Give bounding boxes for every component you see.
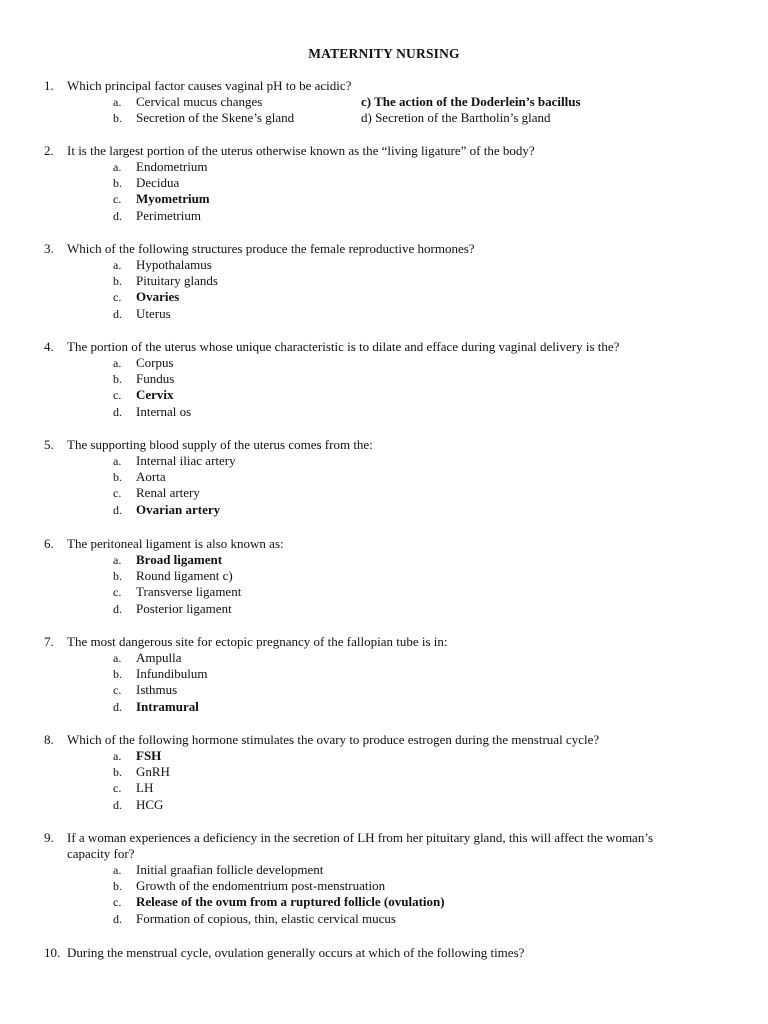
question-10 bbox=[44, 945, 724, 961]
option-letter: d. bbox=[113, 502, 122, 517]
option-letter: d. bbox=[113, 797, 122, 812]
question-number: 1. bbox=[44, 78, 54, 93]
option-text: Hypothalamus bbox=[136, 257, 212, 272]
option-letter: b. bbox=[113, 765, 122, 780]
question-number: 8. bbox=[44, 732, 54, 747]
option-text: Decidua bbox=[136, 175, 180, 191]
question-7 bbox=[44, 634, 724, 715]
option-text: Cervical mucus changes bbox=[136, 94, 263, 109]
question-1 bbox=[44, 78, 724, 126]
option-item bbox=[113, 764, 724, 780]
option-item bbox=[113, 289, 724, 305]
option-item bbox=[113, 355, 724, 371]
option-text: Perimetrium bbox=[136, 207, 201, 223]
option-text-answer: Release of the ovum from a ruptured follicle (ovulation) bbox=[136, 894, 445, 910]
option-letter: b. bbox=[113, 274, 122, 289]
option-item bbox=[113, 159, 724, 175]
option-letter: a. bbox=[113, 553, 122, 567]
option-letter: b. bbox=[113, 667, 122, 682]
option-letter: a. bbox=[113, 95, 122, 109]
question-text: During the menstrual cycle, ovulation generally occurs at which of the following times? bbox=[67, 945, 525, 960]
option-text: Ampulla bbox=[136, 650, 182, 665]
option-item bbox=[113, 862, 724, 878]
option-item bbox=[113, 601, 724, 617]
option-text: d) Secretion of the Bartholin’s gland bbox=[361, 110, 551, 126]
option-letter: a. bbox=[113, 651, 122, 665]
option-text: Growth of the endomentrium post-menstruation bbox=[136, 878, 386, 894]
option-text-answer: Ovaries bbox=[136, 289, 180, 305]
option-item bbox=[113, 387, 724, 403]
question-4 bbox=[44, 339, 724, 420]
option-item bbox=[113, 878, 724, 894]
option-text: Endometrium bbox=[136, 159, 208, 174]
option-item bbox=[113, 699, 724, 715]
question-number: 2. bbox=[44, 143, 54, 158]
page-title: MATERNITY NURSING bbox=[308, 46, 460, 61]
question-text: Which principal factor causes vaginal pH to be acidic? bbox=[67, 78, 352, 93]
option-text-answer: Ovarian artery bbox=[136, 501, 221, 517]
option-text: Isthmus bbox=[136, 682, 178, 698]
option-item bbox=[113, 568, 724, 584]
option-item bbox=[113, 306, 724, 322]
option-letter: c. bbox=[113, 388, 122, 403]
option-item bbox=[113, 584, 724, 600]
option-item bbox=[113, 797, 724, 813]
question-3 bbox=[44, 241, 724, 322]
option-text: Renal artery bbox=[136, 485, 200, 501]
question-text: Which of the following hormone stimulates the ovary to produce estrogen during the menstrual cycle? bbox=[67, 732, 600, 747]
question-number: 6. bbox=[44, 536, 54, 551]
option-item bbox=[113, 208, 724, 224]
question-text: It is the largest portion of the uterus otherwise known as the “living ligature” of the body? bbox=[67, 143, 535, 158]
question-text: Which of the following structures produce the female reproductive hormones? bbox=[67, 241, 475, 256]
option-letter: d. bbox=[113, 601, 122, 616]
option-text-answer: c) The action of the Doderlein’s bacillus bbox=[361, 94, 581, 109]
question-text: The peritoneal ligament is also known as: bbox=[67, 536, 284, 551]
question-text: The most dangerous site for ectopic pregnancy of the fallopian tube is in: bbox=[67, 634, 448, 649]
option-text: Posterior ligament bbox=[136, 600, 232, 616]
option-letter: b. bbox=[113, 372, 122, 387]
question-5 bbox=[44, 437, 724, 518]
option-item bbox=[113, 502, 724, 518]
option-text: Pituitary glands bbox=[136, 273, 218, 289]
option-letter: d. bbox=[113, 306, 122, 321]
question-text: If a woman experiences a deficiency in the secretion of LH from her pituitary gland, this will affect the woman’s bbox=[67, 830, 653, 845]
option-item bbox=[113, 175, 724, 191]
option-item bbox=[113, 780, 724, 796]
option-text: Transverse ligament bbox=[136, 584, 242, 600]
question-text: The supporting blood supply of the uterus comes from the: bbox=[67, 437, 373, 452]
option-item bbox=[113, 485, 724, 501]
option-letter: c. bbox=[113, 683, 122, 698]
option-letter: b. bbox=[113, 569, 122, 584]
option-item bbox=[113, 552, 724, 568]
option-text: HCG bbox=[136, 796, 164, 812]
option-item bbox=[113, 371, 724, 387]
option-letter: c. bbox=[113, 486, 122, 501]
question-8 bbox=[44, 732, 724, 813]
option-letter: a. bbox=[113, 454, 122, 468]
option-text-answer: FSH bbox=[136, 748, 162, 763]
question-number: 5. bbox=[44, 437, 54, 452]
option-text: Corpus bbox=[136, 355, 174, 370]
option-text: Secretion of the Skene’s gland bbox=[136, 110, 295, 126]
option-row bbox=[113, 110, 724, 126]
option-letter: a. bbox=[113, 356, 122, 370]
option-text: Initial graafian follicle development bbox=[136, 862, 324, 877]
question-text-continued: capacity for? bbox=[67, 846, 135, 861]
option-letter: c. bbox=[113, 895, 122, 910]
option-item bbox=[113, 682, 724, 698]
option-letter: d. bbox=[113, 208, 122, 223]
option-item bbox=[113, 666, 724, 682]
option-text: Fundus bbox=[136, 371, 175, 387]
option-text: Internal iliac artery bbox=[136, 453, 236, 468]
option-text: Round ligament c) bbox=[136, 568, 233, 584]
option-letter: a. bbox=[113, 160, 122, 174]
option-letter: b. bbox=[113, 879, 122, 894]
question-number: 4. bbox=[44, 339, 54, 354]
option-item bbox=[113, 911, 724, 927]
question-number: 10. bbox=[44, 945, 61, 960]
option-letter: a. bbox=[113, 258, 122, 272]
option-item bbox=[113, 273, 724, 289]
question-6 bbox=[44, 536, 724, 617]
option-text-answer: Cervix bbox=[136, 387, 174, 403]
option-item bbox=[113, 650, 724, 666]
option-letter: b. bbox=[113, 470, 122, 485]
option-text: Internal os bbox=[136, 403, 192, 419]
option-letter: c. bbox=[113, 585, 122, 600]
question-2 bbox=[44, 143, 724, 224]
question-text: The portion of the uterus whose unique characteristic is to dilate and efface during vaginal delivery is the? bbox=[67, 339, 620, 354]
option-letter: c. bbox=[113, 192, 122, 207]
option-text: Uterus bbox=[136, 305, 171, 321]
option-item bbox=[113, 748, 724, 764]
option-item bbox=[113, 404, 724, 420]
option-item bbox=[113, 469, 724, 485]
option-row bbox=[113, 94, 724, 110]
option-text: LH bbox=[136, 780, 154, 796]
option-letter: d. bbox=[113, 404, 122, 419]
option-item bbox=[113, 257, 724, 273]
option-letter: b. bbox=[113, 111, 122, 126]
option-text-answer: Intramural bbox=[136, 698, 199, 714]
option-text-answer: Broad ligament bbox=[136, 552, 223, 567]
question-number: 9. bbox=[44, 830, 54, 845]
option-text-answer: Myometrium bbox=[136, 191, 210, 207]
option-text: GnRH bbox=[136, 764, 170, 780]
question-9 bbox=[44, 830, 724, 927]
option-item bbox=[113, 894, 724, 910]
question-number: 3. bbox=[44, 241, 54, 256]
option-letter: c. bbox=[113, 290, 122, 305]
question-number: 7. bbox=[44, 634, 54, 649]
option-letter: d. bbox=[113, 699, 122, 714]
option-letter: a. bbox=[113, 863, 122, 877]
option-item bbox=[113, 191, 724, 207]
option-letter: a. bbox=[113, 749, 122, 763]
option-text: Formation of copious, thin, elastic cervical mucus bbox=[136, 910, 396, 926]
option-text: Infundibulum bbox=[136, 666, 208, 682]
option-text: Aorta bbox=[136, 469, 166, 485]
option-letter: c. bbox=[113, 781, 122, 796]
option-item bbox=[113, 453, 724, 469]
option-letter: d. bbox=[113, 911, 122, 926]
option-letter: b. bbox=[113, 176, 122, 191]
